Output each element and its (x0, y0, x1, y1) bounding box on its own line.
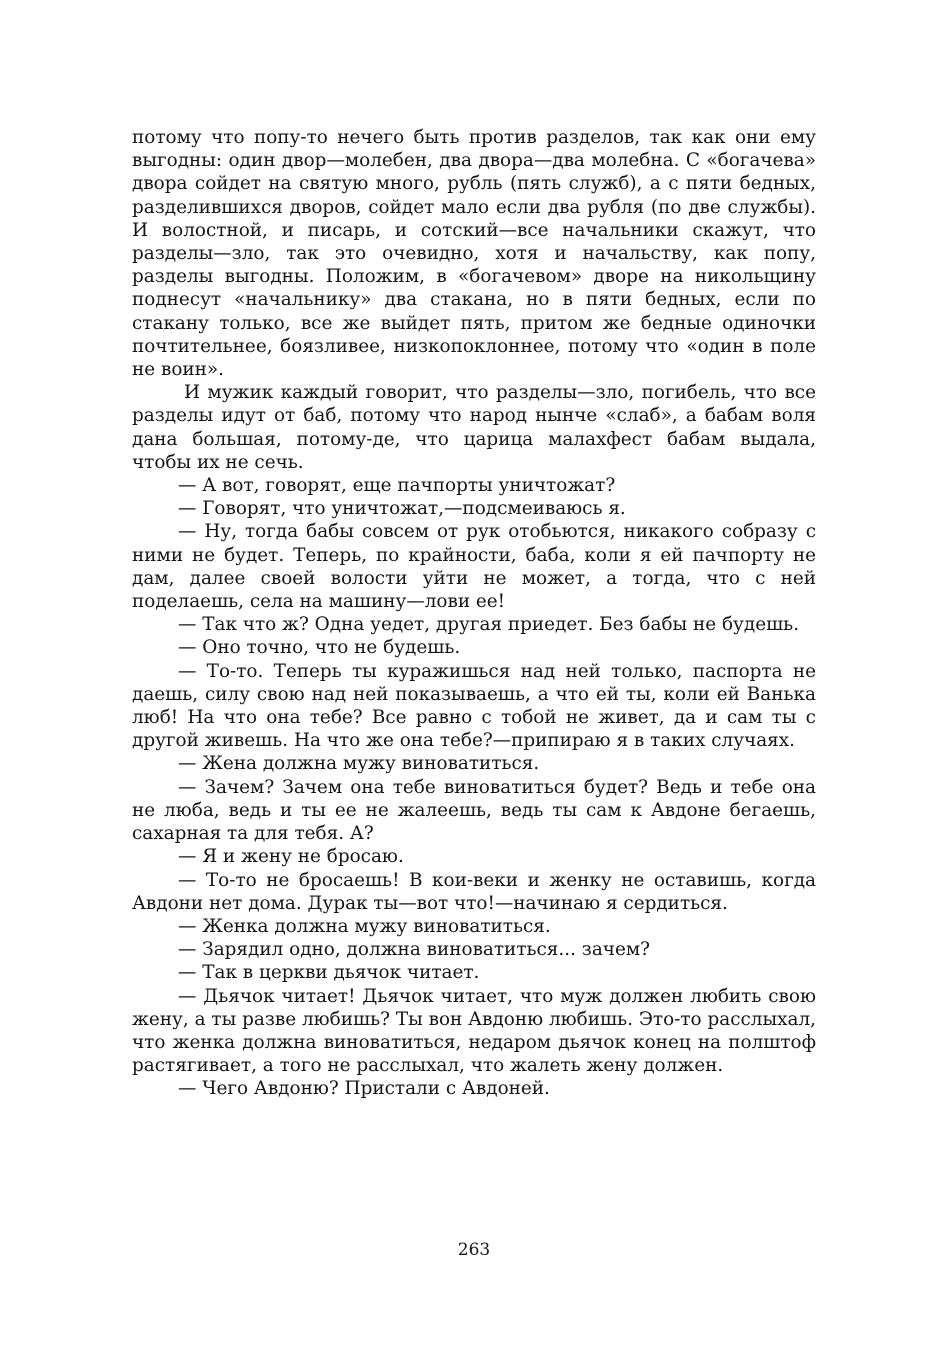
paragraph: И мужик каждый говорит, что разделы—зло, погибель, что все разделы идут от баб, потому что народ нынче «слаб», а бабам воля дана большая, потому-де, что царица малахфест бабам выдала, чтобы их не сечь. (132, 382, 816, 473)
dialogue-line: — Так что ж? Одна уедет, другая приедет. Без бабы не будешь. (178, 614, 800, 636)
paragraph: потому что попу-то нечего быть против разделов, так как они ему выгодны: один двор—молебен, два двора—два молебна. С «богачева» двора сойдет на святую много, рубль (пять служб), а с пяти бедных, разделившихся дворов, сойдет мало если два рубля (по две службы). И волостной, и писарь, и сотский—все начальники скажут, что разделы—зло, так это очевидно, хотя и начальству, как попу, разделы выгодны. Положим, в «богачевом» дворе на никольщину поднесут «начальнику» два стакана, но в пяти бедных, если по стакану только, все же выйдет пять, притом же бедные одиночки почтительнее, боязливее, низкопоклоннее, потому что «один в поле не воин». (132, 127, 816, 381)
dialogue-line: — Говорят, что уничтожат,—подсмеиваюсь я. (178, 498, 626, 520)
dialogue-line: — Я и жену не бросаю. (178, 846, 404, 868)
dialogue-line: — Женка должна мужу виноватиться. (178, 915, 551, 937)
dialogue-line: — Ну, тогда бабы совсем от рук отобьются, никакого собразу с ними не будет. Теперь, по крайности, баба, коли я ей пачпорту не дам, далее своей волости уйти не может, а тогда, что с ней поделаешь, села на машину—лови ее! (132, 521, 816, 613)
dialogue-line: — Чего Авдоню? Пристали с Авдоней. (178, 1078, 550, 1100)
dialogue-line: — Зарядил одно, должна виноватиться... зачем? (178, 939, 650, 961)
dialogue-line: — Оно точно, что не будешь. (178, 637, 461, 659)
dialogue-line: — То-то не бросаешь! В кои-веки и женку не оставишь, когда Авдони нет дома. Дурак ты—вот что!—начинаю я сердиться. (132, 869, 816, 914)
dialogue-line: — Зачем? Зачем она тебе виноватиться будет? Ведь и тебе она не люба, ведь и ты ее не жалеешь, ведь ты сам к Авдоне бегаешь, сахарная та для тебя. А? (132, 776, 816, 845)
dialogue-line: — Так в церкви дьячок читает. (178, 962, 480, 984)
body-text (132, 126, 816, 1101)
page-number: 263 (457, 1240, 491, 1260)
dialogue-line: — То-то. Теперь ты куражишься над ней только, паспорта не даешь, силу свою над ней показываешь, а что ей ты, коли ей Ванька люб! На что она тебе? Все равно с тобой не живет, да и сам ты с другой живешь. На что же она тебе?—припираю я в таких случаях. (132, 660, 816, 752)
dialogue-line: — А вот, говорят, еще пачпорты уничтожат? (178, 475, 616, 497)
dialogue-line: — Дьячок читает! Дьячок читает, что муж должен любить свою жену, а ты разве любишь? Ты вон Авдоню любишь. Это-то расслыхал, что женка должна виноватиться, недаром дьячок конец на полштоф растягивает, а того не расслыхал, что жалеть жену должен. (132, 985, 816, 1077)
dialogue-line: — Жена должна мужу виноватиться. (178, 753, 540, 775)
